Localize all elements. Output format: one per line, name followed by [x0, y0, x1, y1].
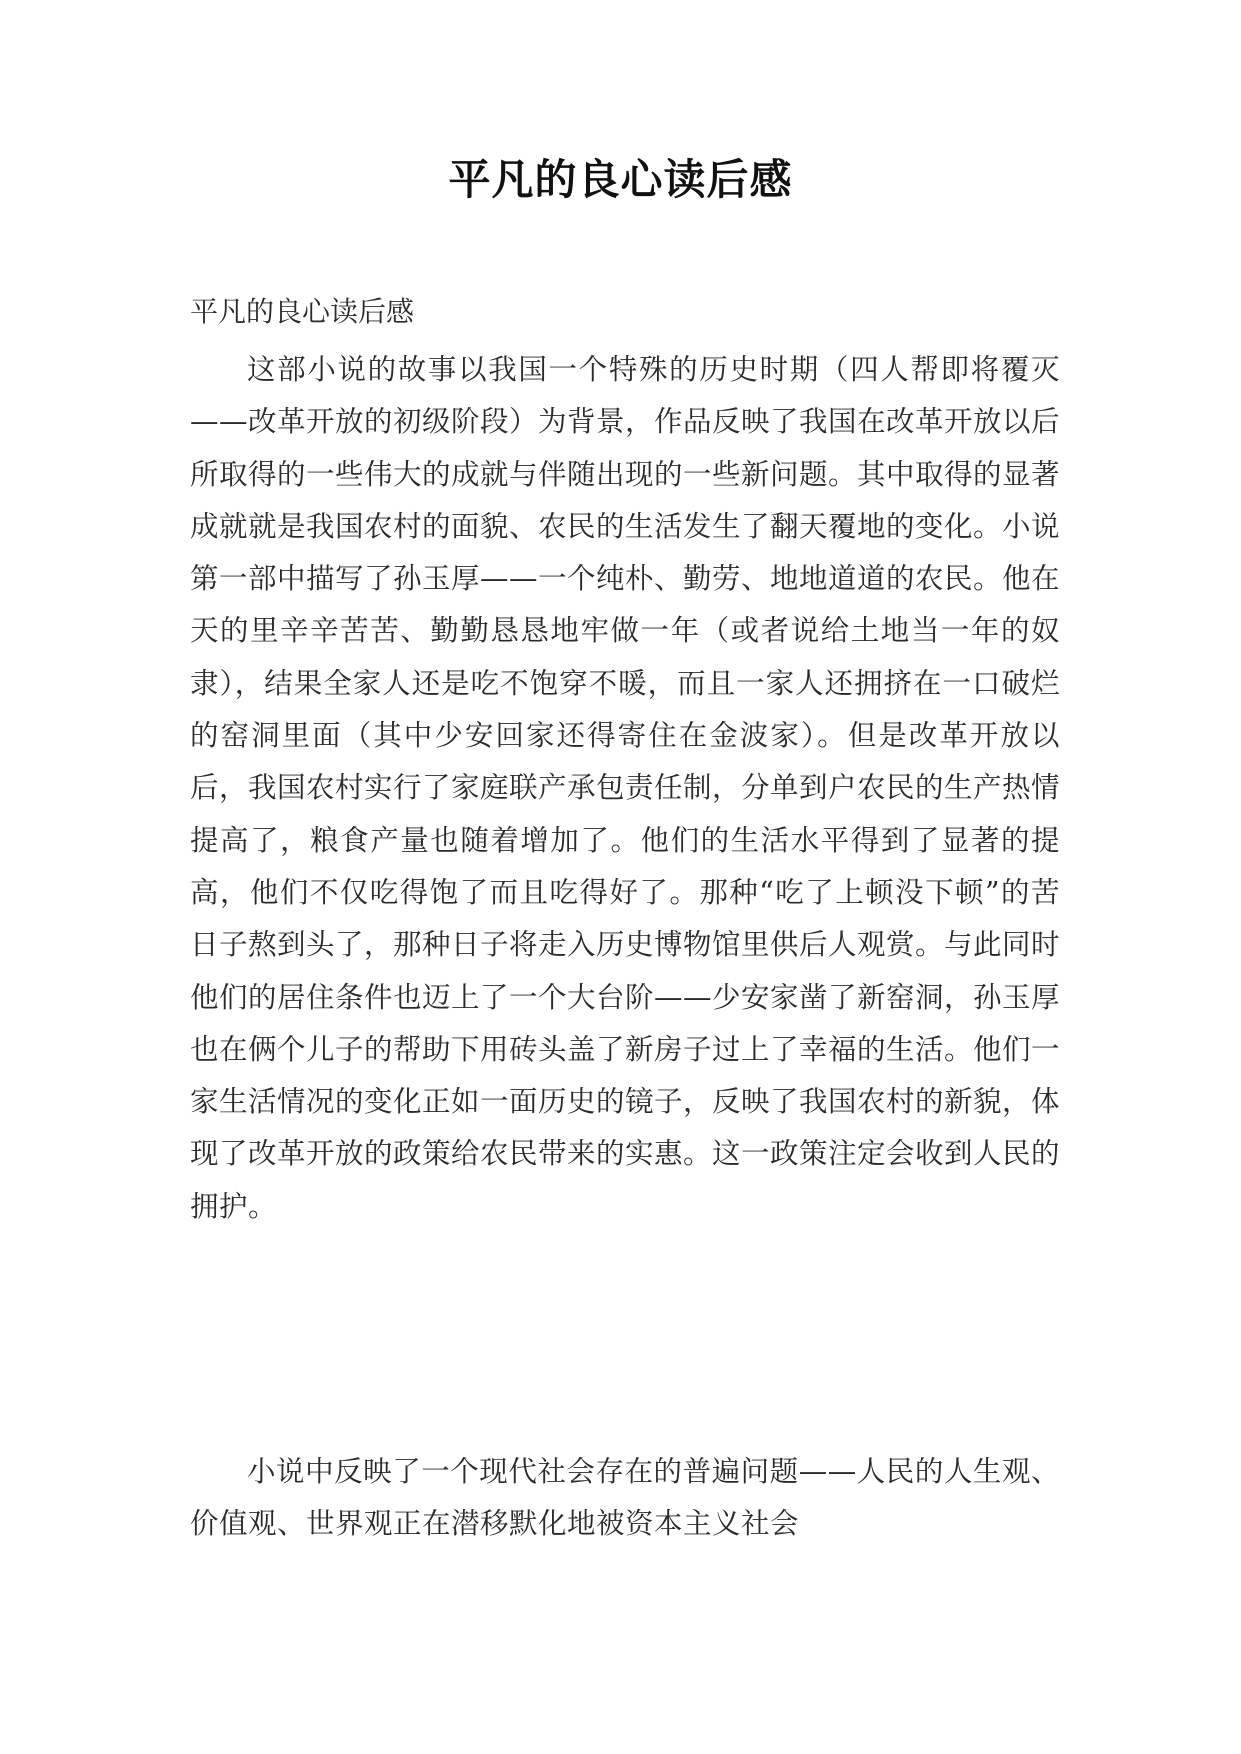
body-paragraph: 小说中反映了一个现代社会存在的普遍问题——人民的人生观、价值观、世界观正在潜移默化地被资本主义社会	[190, 1455, 1060, 1541]
document-title: 平凡的良心读后感	[448, 155, 793, 204]
document-subtitle: 平凡的良心读后感	[190, 295, 415, 328]
body-paragraph: 这部小说的故事以我国一个特殊的历史时期（四人帮即将覆灭——改革开放的初级阶段）为背景，作品反映了我国在改革开放以后所取得的一些伟大的成就与伴随出现的一些新问题。其中取得的显著成就就是我国农村的面貌、农民的生活发生了翻天覆地的变化。小说第一部中描写了孙玉厚——一个纯朴、勤劳、地地道道的农民。他在天的里辛辛苦苦、勤勤恳恳地牢做一年（或者说给土地当一年的奴隶），结果全家人还是吃不饱穿不暖，而且一家人还拥挤在一口破烂的窑洞里面（其中少安回家还得寄住在金波家）。但是改革开放以后，我国农村实行了家庭联产承包责任制，分单到户农民的生产热情提高了，粮食产量也随着增加了。他们的生活水平得到了显著的提高，他们不仅吃得饱了而且吃得好了。那种“吃了上顿没下顿”的苦日子熬到头了，那种日子将走入历史博物馆里供后人观赏。与此同时他们的居住条件也迈上了一个大台阶——少安家凿了新窑洞，孙玉厚也在俩个儿子的帮助下用砖头盖了新房子过上了幸福的生活。他们一家生活情况的变化正如一面历史的镜子，反映了我国农村的新貌，体现了改革开放的政策给农民带来的实惠。这一政策注定会收到人民的拥护。	[190, 353, 1061, 1223]
